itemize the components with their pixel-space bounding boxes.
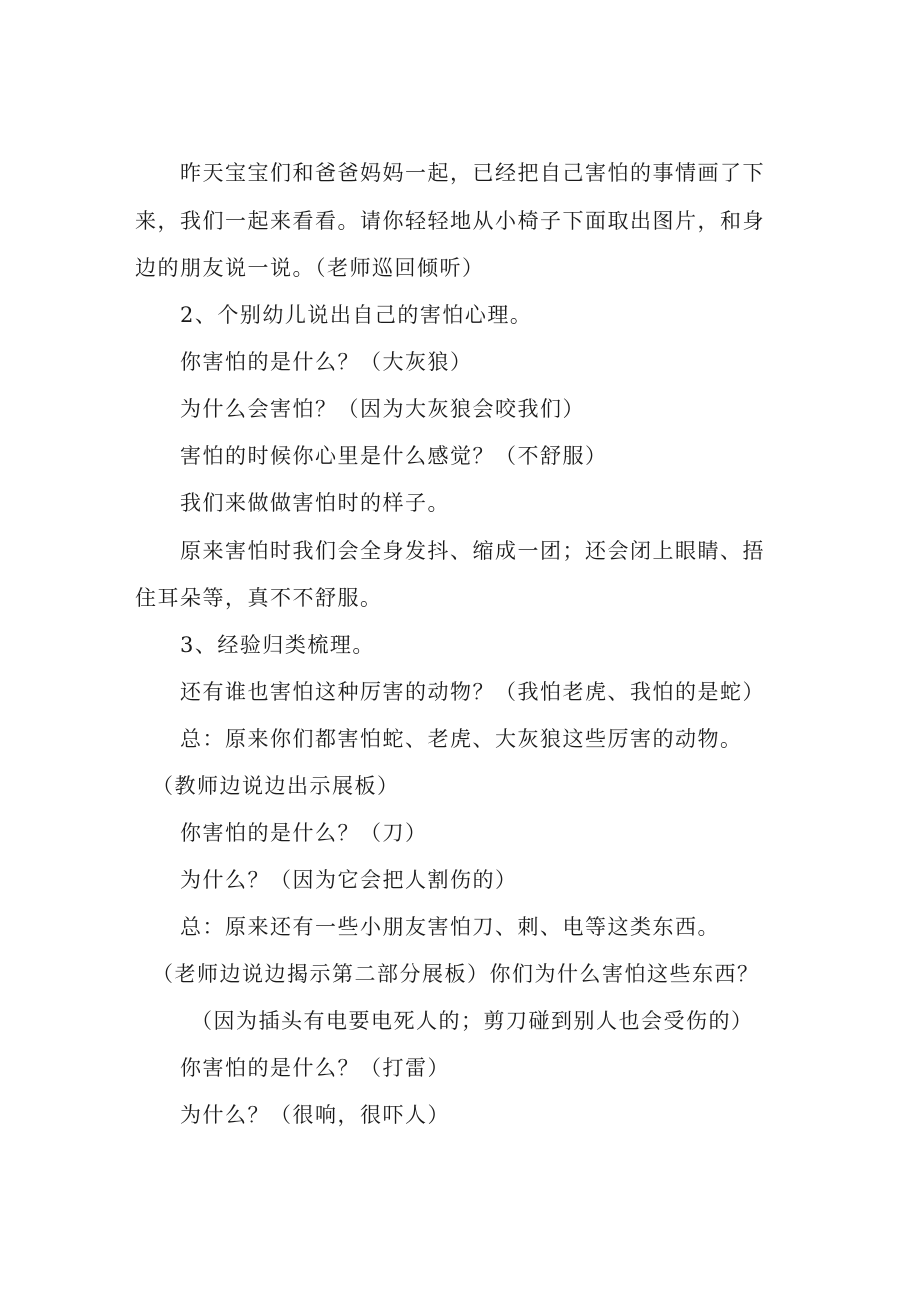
text-line: （教师边说边出示展板）	[152, 774, 400, 798]
text-line: 你害怕的是什么？（大灰狼）	[180, 350, 473, 374]
text-line: 来，我们一起来看看。请你轻轻地从小椅子下面取出图片，和身	[135, 209, 765, 233]
text-line: 你害怕的是什么？（打雷）	[180, 1056, 450, 1080]
text-line: （因为插头有电要电死人的；剪刀碰到别人也会受伤的）	[191, 1009, 754, 1033]
text-line: 你害怕的是什么？（刀）	[180, 821, 428, 845]
section-heading: 2、个别幼儿说出自己的害怕心理。	[180, 303, 533, 327]
text-line: 住耳朵等，真不不舒服。	[135, 586, 383, 610]
text-line: 还有谁也害怕这种厉害的动物？（我怕老虎、我怕的是蛇）	[180, 680, 765, 704]
section-heading: 3、经验归类梳理。	[180, 633, 375, 657]
text-line: 总：原来还有一些小朋友害怕刀、刺、电等这类东西。	[180, 915, 720, 939]
text-line: 为什么会害怕？（因为大灰狼会咬我们）	[180, 397, 585, 421]
text-line: 边的朋友说一说。（老师巡回倾听）	[135, 256, 485, 280]
text-line: 总：原来你们都害怕蛇、老虎、大灰狼这些厉害的动物。	[180, 727, 743, 751]
text-line: 原来害怕时我们会全身发抖、缩成一团；还会闭上眼睛、捂	[180, 539, 765, 563]
text-line: 为什么？（很响，很吓人）	[180, 1103, 450, 1127]
text-line: 为什么？（因为它会把人割伤的）	[180, 868, 518, 892]
text-line: 害怕的时候你心里是什么感觉？（不舒服）	[180, 444, 608, 468]
text-line: 昨天宝宝们和爸爸妈妈一起，已经把自己害怕的事情画了下	[180, 161, 765, 185]
text-line: （老师边说边揭示第二部分展板）你们为什么害怕这些东西？	[152, 962, 760, 986]
text-line: 我们来做做害怕时的样子。	[180, 491, 450, 515]
